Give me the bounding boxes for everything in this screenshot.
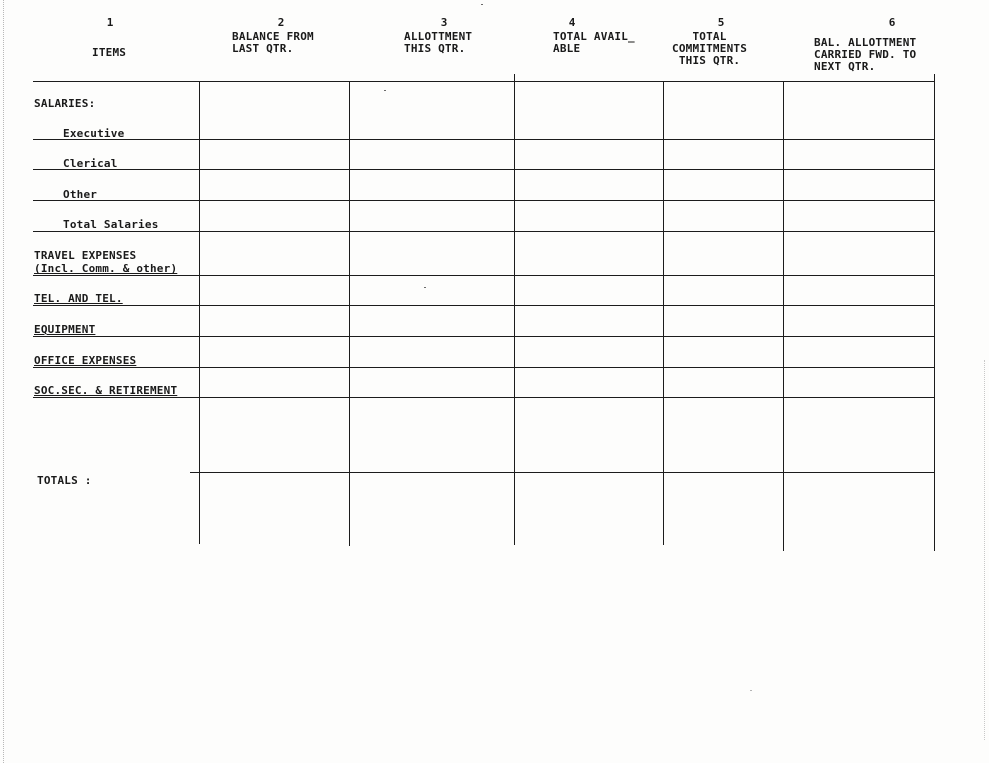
row-rule-office xyxy=(33,367,935,368)
column-divider-5 xyxy=(783,81,784,551)
row-label-other: Other xyxy=(63,188,98,201)
column-divider-3 xyxy=(514,74,515,545)
row-label-travel-note: (Incl. Comm. & other) xyxy=(34,262,178,275)
row-rule-other xyxy=(33,200,935,201)
column-number-5: 5 xyxy=(717,16,725,29)
totals-rule xyxy=(190,472,935,473)
column-divider-4 xyxy=(663,81,664,545)
row-label-totals: TOTALS : xyxy=(37,474,92,487)
column-heading-commitments: TOTAL COMMITMENTS THIS QTR. xyxy=(672,30,748,67)
column-number-1: 1 xyxy=(106,16,114,29)
column-heading-total-available: TOTAL AVAIL_ ABLE xyxy=(553,30,635,55)
row-rule-total-salaries xyxy=(33,231,935,232)
row-label-tel: TEL. AND TEL. xyxy=(34,292,123,305)
row-label-soc-sec: SOC.SEC. & RETIREMENT xyxy=(34,384,178,397)
column-heading-balance: BALANCE FROM LAST QTR. xyxy=(232,30,314,55)
column-divider-1 xyxy=(199,81,200,544)
row-label-executive: Executive xyxy=(63,127,125,140)
column-number-6: 6 xyxy=(888,16,896,29)
column-number-3: 3 xyxy=(440,16,448,29)
column-divider-6 xyxy=(934,74,935,551)
row-label-total-salaries: Total Salaries xyxy=(63,218,159,231)
scan-speck xyxy=(750,690,752,691)
row-rule-travel xyxy=(33,275,935,276)
row-label-travel-expenses: TRAVEL EXPENSES xyxy=(34,249,137,262)
scan-speck xyxy=(481,4,483,5)
column-divider-2 xyxy=(349,81,350,546)
row-rule-tel xyxy=(33,305,935,306)
page-right-edge xyxy=(984,360,985,740)
page-left-edge xyxy=(3,0,4,763)
row-rule-executive xyxy=(33,139,935,140)
scan-speck xyxy=(424,287,426,288)
column-number-2: 2 xyxy=(277,16,285,29)
row-label-equipment: EQUIPMENT xyxy=(34,323,96,336)
row-label-office-expenses: OFFICE EXPENSES xyxy=(34,354,137,367)
row-rule-clerical xyxy=(33,169,935,170)
column-heading-allotment: ALLOTTMENT THIS QTR. xyxy=(404,30,473,55)
column-number-4: 4 xyxy=(568,16,576,29)
row-rule-socsec xyxy=(33,397,935,398)
column-heading-items: ITEMS xyxy=(92,46,127,59)
row-label-salaries: SALARIES: xyxy=(34,97,96,110)
scan-speck xyxy=(384,90,386,91)
row-label-clerical: Clerical xyxy=(63,157,118,170)
column-heading-carried-forward: BAL. ALLOTTMENT CARRIED FWD. TO NEXT QTR. xyxy=(814,36,917,73)
header-rule xyxy=(33,81,935,82)
row-rule-equipment xyxy=(33,336,935,337)
